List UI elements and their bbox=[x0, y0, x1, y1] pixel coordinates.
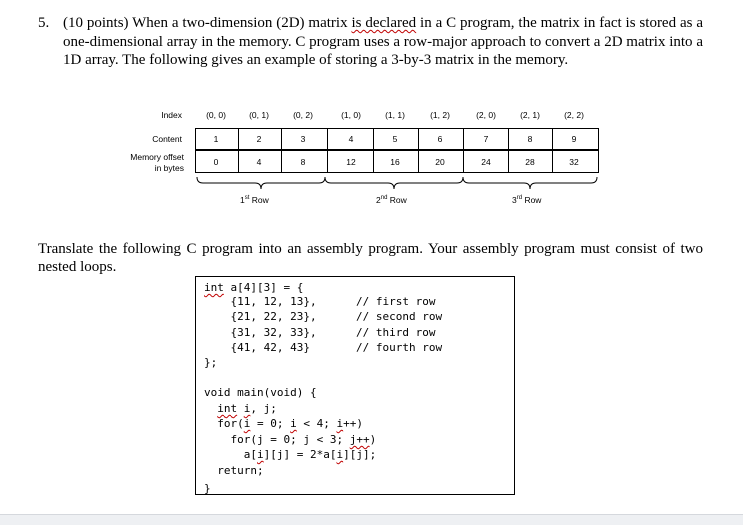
content-cell: 1 bbox=[213, 134, 219, 144]
content-cell: 2 bbox=[256, 134, 262, 144]
offset-cell: 12 bbox=[346, 157, 356, 167]
code-end-brace: } bbox=[204, 482, 211, 495]
question-text-part1: (10 points) When a two-dimension (2D) matrix bbox=[63, 15, 352, 31]
code-var-i: i bbox=[243, 402, 251, 415]
question-text bbox=[63, 14, 703, 70]
code-for2-b: j++ bbox=[349, 433, 370, 446]
code-return-line bbox=[204, 463, 264, 479]
row-brace-3 bbox=[463, 177, 597, 189]
offset-cell: 0 bbox=[213, 157, 219, 167]
content-cell: 7 bbox=[483, 134, 489, 144]
code-vars-rest: , j; bbox=[250, 402, 277, 415]
code-row-4: {41, 42, 43} bbox=[204, 341, 310, 354]
offset-label-line1: Memory offset bbox=[130, 152, 184, 162]
content-cell: 3 bbox=[300, 134, 306, 144]
code-for2-a: for(j = 0; j < 3; bbox=[230, 433, 350, 446]
offset-cell: 28 bbox=[525, 157, 535, 167]
offset-cell: 8 bbox=[300, 157, 306, 167]
code-row-2: {21, 22, 23}, bbox=[204, 310, 317, 323]
index-cell: (1, 2) bbox=[430, 110, 450, 120]
row-caption-num: 1 bbox=[240, 195, 245, 205]
code-for1-c: < 4; bbox=[296, 417, 337, 430]
code-for2-c: ) bbox=[369, 433, 377, 446]
code-assign-i1: i bbox=[257, 448, 264, 461]
row-caption-sup: st bbox=[244, 195, 250, 202]
offset-label-line2: in bytes bbox=[154, 163, 184, 173]
offset-cell: 4 bbox=[256, 157, 262, 167]
code-row-1: {11, 12, 13}, bbox=[204, 295, 317, 308]
content-divider bbox=[281, 128, 282, 172]
content-cell: 4 bbox=[348, 134, 354, 144]
code-comment-2: // second row bbox=[356, 310, 443, 323]
row-caption-sup: rd bbox=[516, 195, 523, 202]
index-cell: (1, 0) bbox=[341, 110, 361, 120]
code-vars-line bbox=[204, 401, 277, 417]
question-number: 5. bbox=[38, 15, 50, 31]
code-return: return; bbox=[217, 464, 264, 477]
row-brace-2 bbox=[325, 177, 463, 189]
code-assign-line bbox=[204, 447, 376, 463]
code-main-line: void main(void) { bbox=[204, 386, 317, 399]
content-divider bbox=[463, 128, 464, 172]
code-assign-i2: i bbox=[336, 448, 344, 461]
row-caption-2 bbox=[376, 195, 407, 205]
content-divider bbox=[418, 128, 419, 172]
index-cell: (0, 2) bbox=[293, 110, 313, 120]
row-caption-num: 3 bbox=[512, 195, 517, 205]
spellcheck-marked-text: is declared bbox=[351, 15, 417, 31]
code-for2-line bbox=[204, 432, 376, 448]
row-caption-1 bbox=[240, 195, 269, 205]
row-caption-3 bbox=[512, 195, 541, 205]
index-cell: (2, 2) bbox=[564, 110, 584, 120]
code-assign-c: ][j]; bbox=[343, 448, 377, 461]
code-comment-1: // first row bbox=[356, 295, 436, 308]
row-braces bbox=[0, 175, 743, 235]
index-cell: (2, 1) bbox=[520, 110, 540, 120]
code-for1-i2: i bbox=[290, 417, 297, 430]
code-for1-i1: i bbox=[243, 417, 251, 430]
translate-instruction: Translate the following C program into an assembly program. Your assembly program must consist of two nested loops. bbox=[38, 241, 703, 275]
offset-cell: 16 bbox=[390, 157, 400, 167]
index-cell: (0, 0) bbox=[206, 110, 226, 120]
row-caption-num: 2 bbox=[376, 195, 381, 205]
code-for1-a: for( bbox=[217, 417, 244, 430]
offset-cell: 24 bbox=[481, 157, 491, 167]
row-caption-word: Row bbox=[522, 195, 542, 205]
content-divider bbox=[327, 128, 328, 172]
question-text-part2: in a C program, the matrix in fact is stored as a one-dimensional array in the memory. C program uses a row-major approach to convert a 2D matrix into a 1D array. The following gives an example of storing a 3-by-3 matrix in the memory. bbox=[63, 15, 703, 68]
content-divider bbox=[508, 128, 509, 172]
index-cell: (0, 1) bbox=[249, 110, 269, 120]
index-cell: (2, 0) bbox=[476, 110, 496, 120]
window-bottom-bar bbox=[0, 514, 743, 525]
code-assign-a: a[ bbox=[243, 448, 257, 461]
code-for1-line bbox=[204, 416, 363, 432]
content-label: Content bbox=[152, 134, 182, 144]
code-row-3: {31, 32, 33}, bbox=[204, 326, 317, 339]
index-label: Index bbox=[161, 110, 182, 120]
content-cell: 6 bbox=[437, 134, 443, 144]
code-for1-b: = 0; bbox=[250, 417, 291, 430]
content-cell: 9 bbox=[571, 134, 577, 144]
row-caption-word: Row bbox=[387, 195, 407, 205]
code-for1-i3: i bbox=[336, 417, 344, 430]
code-decl-rest: a[4][3] = { bbox=[223, 281, 304, 294]
content-cell: 5 bbox=[392, 134, 398, 144]
index-cell: (1, 1) bbox=[385, 110, 405, 120]
offset-cell: 32 bbox=[569, 157, 579, 167]
row-brace-1 bbox=[197, 177, 325, 189]
code-comment-4: // fourth row bbox=[356, 341, 443, 354]
code-for1-d: ++) bbox=[343, 417, 363, 430]
content-divider bbox=[373, 128, 374, 172]
code-int-kw: int bbox=[217, 402, 238, 415]
offset-cell: 20 bbox=[435, 157, 445, 167]
content-cell: 8 bbox=[527, 134, 533, 144]
row-caption-word: Row bbox=[249, 195, 269, 205]
code-assign-b: ][j] = 2*a[ bbox=[263, 448, 337, 461]
code-comment-3: // third row bbox=[356, 326, 436, 339]
code-int-keyword: int bbox=[204, 281, 224, 294]
code-close-brace: }; bbox=[204, 356, 218, 369]
content-divider bbox=[552, 128, 553, 172]
row-caption-sup: nd bbox=[380, 195, 388, 202]
